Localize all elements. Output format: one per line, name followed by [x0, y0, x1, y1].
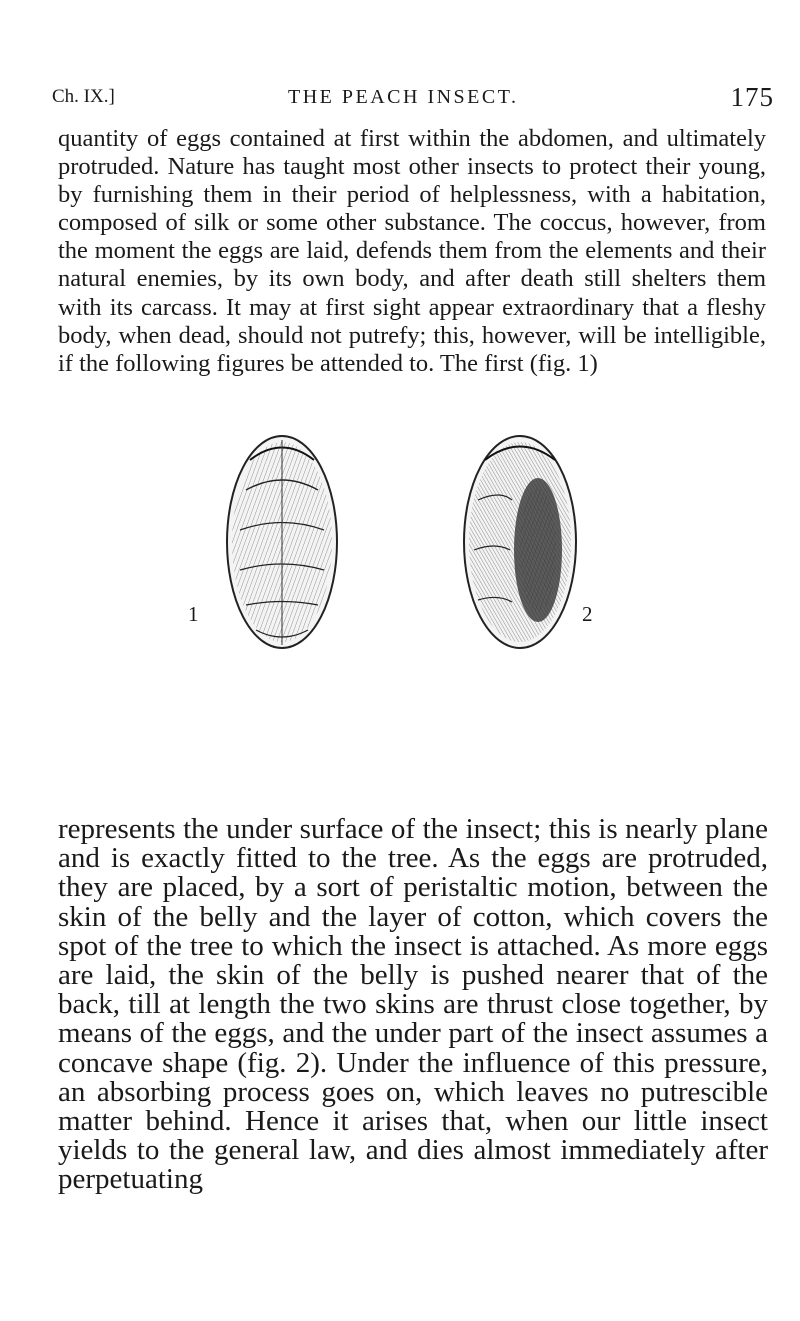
page-number: 175 — [730, 82, 774, 112]
running-title: THE PEACH INSECT. — [288, 86, 519, 108]
figure-group — [60, 430, 760, 805]
insect-figures-illustration — [60, 430, 760, 805]
running-head — [52, 82, 780, 112]
figure-1-label: 1 — [188, 602, 199, 626]
chapter-reference: Ch. IX.] — [52, 86, 115, 107]
body-paragraph-1: quantity of eggs contained at first within the abdomen, and ultimately protruded. Nature has taught most other insects to protect their young, by furnishing them in their period of helplessness, with a habitation, composed of silk or some other substance. The coccus, however, from the moment the eggs are laid, defends them from the elements and their natural enemies, by its own body, and after death still shelters them with its carcass. It may at first sight appear extraordinary that a fleshy body, when dead, should not putrefy; this, however, will be intelligible, if the following figures be attended to. The first (fig. 1) — [58, 125, 766, 377]
body-paragraph-2: represents the under surface of the insect; this is nearly plane and is exactly fitted to the tree. As the eggs are protruded, they are placed, by a sort of peristaltic motion, between the skin of the belly and the layer of cotton, which covers the spot of the tree to which the insect is attached. As more eggs are laid, the skin of the belly is pushed nearer that of the back, till at length the two skins are thrust close together, by means of the eggs, and the under part of the insect assumes a concave shape (fig. 2). Under the influence of this pressure, an absorbing process goes on, which leaves no putrescible matter behind. Hence it arises that, when our little insect yields to the general law, and dies almost immediately after perpetuating — [58, 813, 768, 1196]
figure-1-insect-underside — [227, 436, 337, 648]
figure-2-insect-concave — [464, 436, 576, 648]
figure-2-label: 2 — [582, 602, 593, 626]
